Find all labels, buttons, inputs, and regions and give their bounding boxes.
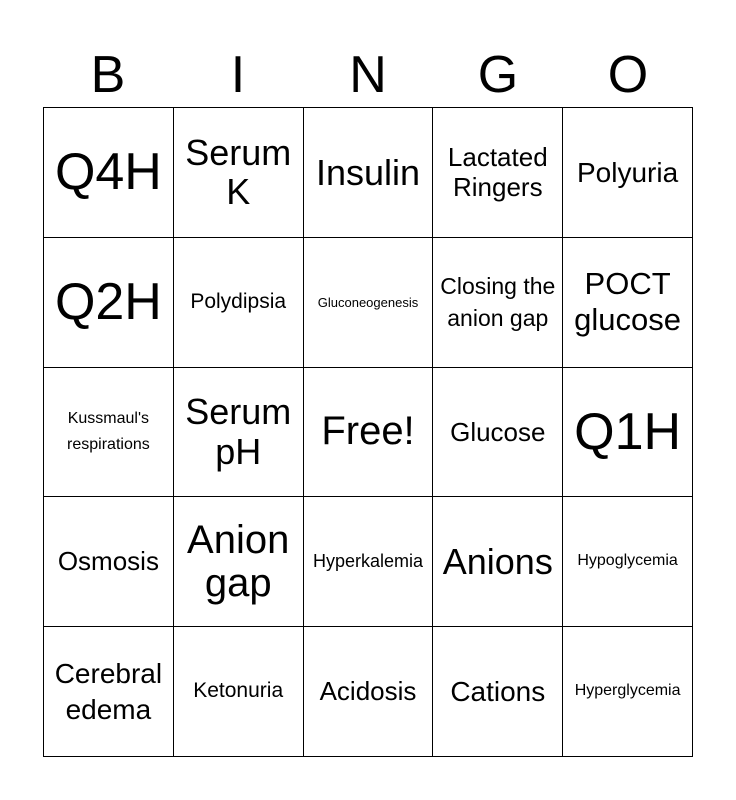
cell-text: Gluconeogenesis: [317, 294, 419, 310]
bingo-cell[interactable]: [304, 627, 434, 757]
cell-text: Lactated Ringers: [447, 141, 548, 203]
bingo-cell[interactable]: [304, 108, 434, 238]
cell-text: Polyuria: [577, 156, 679, 188]
cell-text: Acidosis: [319, 676, 417, 707]
cell-text: Serum pH: [185, 391, 292, 472]
bingo-cell[interactable]: [433, 238, 563, 368]
cell-text: Hypoglycemia: [577, 552, 678, 570]
header-letter-g: G: [477, 46, 519, 104]
bingo-cell[interactable]: [433, 368, 563, 498]
bingo-cell[interactable]: [304, 497, 434, 627]
cell-text: Insulin: [315, 151, 421, 193]
cell-text: Anion gap: [187, 517, 290, 605]
header-letter-o: O: [607, 46, 649, 104]
bingo-cell[interactable]: [304, 368, 434, 498]
cell-text: Hyperglycemia: [574, 682, 681, 700]
bingo-cell[interactable]: [174, 368, 304, 498]
cell-text: Glucose: [450, 416, 546, 447]
cell-text: Q4H: [54, 143, 162, 202]
cell-text: Kussmaul's respirations: [67, 410, 150, 453]
bingo-cell[interactable]: [44, 497, 174, 627]
bingo-cell[interactable]: [433, 627, 563, 757]
bingo-card: [43, 107, 693, 757]
bingo-cell[interactable]: [174, 497, 304, 627]
bingo-cell[interactable]: [44, 238, 174, 368]
cell-text: Osmosis: [57, 546, 159, 577]
bingo-cell[interactable]: [44, 368, 174, 498]
header-letter-i: I: [230, 46, 246, 104]
bingo-header: [43, 44, 693, 106]
cell-text: Q1H: [574, 402, 682, 461]
bingo-cell[interactable]: [563, 368, 693, 498]
cell-text: Ketonuria: [193, 679, 284, 703]
bingo-cell[interactable]: [174, 627, 304, 757]
cell-text: Anions: [442, 540, 553, 582]
bingo-cell[interactable]: [563, 497, 693, 627]
cell-text: Serum K: [185, 131, 292, 213]
bingo-cell[interactable]: [563, 627, 693, 757]
header-letter-n: N: [349, 46, 387, 104]
bingo-cell[interactable]: [563, 108, 693, 238]
bingo-cell[interactable]: [174, 238, 304, 368]
cell-text: Q2H: [54, 272, 162, 331]
bingo-cell[interactable]: [433, 108, 563, 238]
cell-text: Cations: [450, 676, 546, 708]
cell-text: Hyperkalemia: [312, 551, 424, 572]
bingo-cell[interactable]: [304, 238, 434, 368]
bingo-cell[interactable]: [44, 108, 174, 238]
bingo-cell[interactable]: [563, 238, 693, 368]
bingo-cell[interactable]: [44, 627, 174, 757]
cell-text: Polydipsia: [190, 289, 287, 313]
cell-text: POCT glucose: [574, 265, 682, 338]
bingo-cell[interactable]: [174, 108, 304, 238]
cell-text: Closing the anion gap: [440, 272, 556, 332]
header-letter-b: B: [90, 46, 126, 104]
cell-text: Free!: [321, 409, 415, 454]
cell-text: Cerebral edema: [54, 657, 163, 725]
bingo-cell[interactable]: [433, 497, 563, 627]
